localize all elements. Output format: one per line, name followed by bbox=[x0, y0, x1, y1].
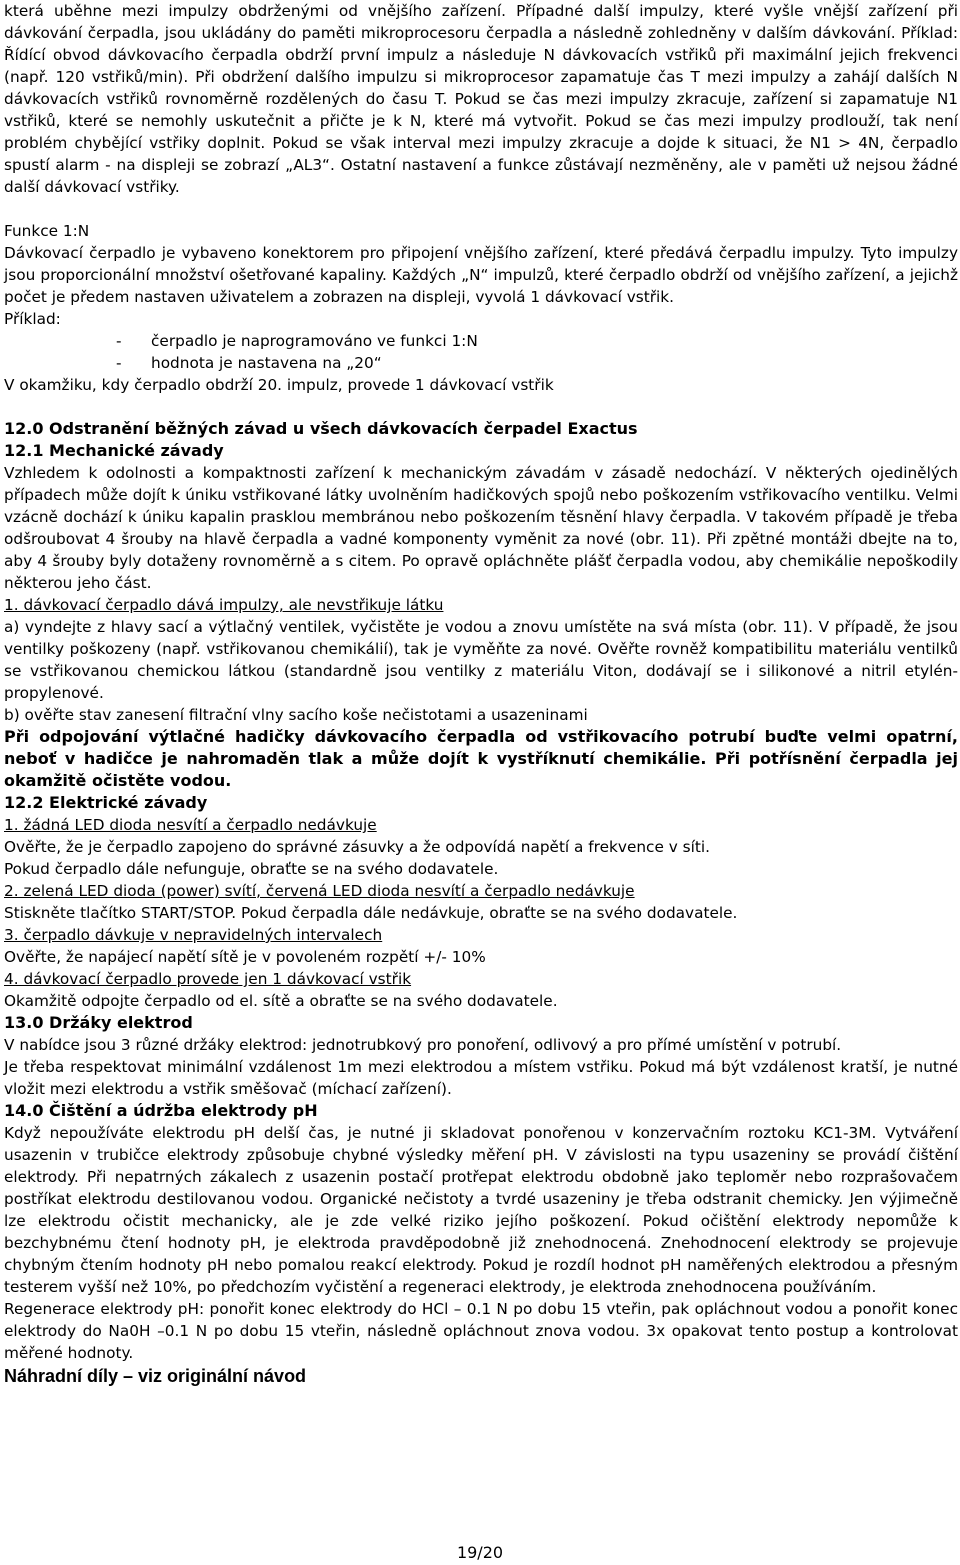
electric-fault-4-title: 4. dávkovací čerpadlo provede jen 1 dávkovací vstřik bbox=[4, 970, 412, 988]
section-14-heading: 14.0 Čištění a údržba elektrody pH bbox=[4, 1101, 318, 1120]
page-number: 19/20 bbox=[456, 1543, 504, 1562]
electric-fault-3-line: Ověřte, že napájecí napětí sítě je v povoleném rozpětí +/- 10% bbox=[4, 948, 486, 966]
funkce-conclusion: V okamžiku, kdy čerpadlo obdrží 20. impulz, provede 1 dávkovací vstřik bbox=[4, 376, 554, 394]
fault-1-title: 1. dávkovací čerpadlo dává impulzy, ale nevstřikuje látku bbox=[4, 596, 444, 614]
section-12-1-heading: 12.1 Mechanické závady bbox=[4, 441, 224, 460]
list-item: - hodnota je nastavena na „20“ bbox=[116, 354, 382, 372]
section-14-regeneration: Regenerace elektrody pH: ponořit konec elektrody do HCl – 0.1 N po dobu 15 vteřin, pak opláchnout vodou a ponořit konec elektrody do Na0H –0.1 N po dobu 15 vteřin, následně opláchnout znova vodou. 3x opakovat tento postup a kontrolovat měřené hodnoty. bbox=[4, 1300, 958, 1362]
electric-fault-4-line: Okamžitě odpojte čerpadlo od el. sítě a obraťte se na svého dodavatele. bbox=[4, 992, 558, 1010]
spare-parts-note: Náhradní díly – viz originální návod bbox=[4, 1366, 307, 1386]
section-14-body: Když nepoužíváte elektrodu pH delší čas, je nutné ji skladovat ponořenou v konzervačním roztoku KC1-3M. Vytváření usazenin v trubičce elektrody způsobuje chybné výsledky měření pH. V závislosti na typu usazeniny se provádí čištění elektrody. Při nepatrných zákalech z usazenin postačí protřepat elektrodu obdobně jako teploměr nebo rozprašovačem postříkat elektrodu destilovanou vodou. Organické nečistoty a tvrdé usazeniny je třeba odstranit chemicky. Jen výjimečně lze elektrodu očistit mechanicky, ale je zde velké riziko jejího poškození. Pokud očištění elektrody nepomůže k bezchybnému čtení hodnoty pH, je elektroda pravděpodobně již znehodnocená. Znehodnocení elektrody se projevuje chybným čtením hodnoty pH nebo pomalou reakcí elektrody. Pokud je rozdíl hodnot pH naměřených elektrodou a přesným testerem vyšší než 10%, po předchozím vyčistění a regeneraci elektrody, je elektroda znehodnocena používáním. bbox=[4, 1124, 958, 1296]
section-12-heading: 12.0 Odstranění běžných závad u všech dávkovacích čerpadel Exactus bbox=[4, 419, 638, 438]
fault-1-step-a: a) vyndejte z hlavy sací a výtlačný ventilek, vyčistěte je vodou a znovu umístěte na svá místa (obr. 11). V případě, že jsou ventilky poškozeny (např. vstřikovanou chemikálií), tak je vyměňte za nové. Ověřte rovněž kompatibilitu materiálu ventilků se vstřikovanou chemickou látkou (standardně jsou ventilky z materiálu Viton, dodávají se i silikonové a nitril etylén-propylenové. bbox=[4, 618, 958, 702]
electric-fault-1-line: Ověřte, že je čerpadlo zapojeno do správné zásuvky a že odpovídá napětí a frekvence v síti. bbox=[4, 838, 710, 856]
list-item: - čerpadlo je naprogramováno ve funkci 1:N bbox=[116, 332, 478, 350]
warning-text: Při odpojování výtlačné hadičky dávkovacího čerpadla od vstřikovacího potrubí buďte velmi opatrní, neboť v hadičce je nahromaděn tlak a může dojít k vystříknutí chemikálie. Při potřísnění čerpadla jej okamžitě očistěte vodou. bbox=[4, 727, 958, 790]
electric-fault-1-line: Pokud čerpadlo dále nefunguje, obraťte se na svého dodavatele. bbox=[4, 860, 499, 878]
fault-1-step-b: b) ověřte stav zanesení filtrační vlny sacího koše nečistotami a usazeninami bbox=[4, 706, 588, 724]
section-13-line-2: Je třeba respektovat minimální vzdálenost 1m mezi elektrodou a místem vstřiku. Pokud má být vzdálenost kratší, je nutné vložit mezi elektrodu a vstřik směšovač (míchací zařízení). bbox=[4, 1058, 958, 1098]
intro-paragraph: která uběhne mezi impulzy obdrženými od vnějšího zařízení. Případné další impulzy, které vyšle vnější zařízení při dávkování čerpadla, jsou ukládány do paměti mikroprocesoru čerpadla a následně zohledněny v dalším dávkování. Příklad: Řídící obvod dávkovacího čerpadla obdrží první impulz a následuje N dávkovacích vstřiků při maximální jejich frekvenci (např. 120 vstřiků/min). Při obdržení dalšího impulzu si mikroprocesor zapamatuje čas T mezi impulzy a zahájí dalších N dávkovacích vstřiků rovnoměrně rozdělených do času T. Pokud se čas mezi impulzy zkracuje, zařízení si zapamatuje N1 vstřiků, které se nemohly uskutečnit a přičte je k N, které má vytvořit. Pokud se čas mezi impulzy prodlouží, tak není problém chybějící vstřiky doplnit. Pokud se však interval mezi impulzy zkracuje a dojde k situaci, že N1 > 4N, čerpadlo spustí alarm - na displeji se zobrazí „AL3“. Ostatní nastavení a funkce zůstávají nezměněny, ale v paměti už nejsou žádné další dávkovací vstřiky. bbox=[4, 2, 958, 196]
electric-fault-2-line: Stiskněte tlačítko START/STOP. Pokud čerpadla dále nedávkuje, obraťte se na svého dodavatele. bbox=[4, 904, 738, 922]
section-13-line-1: V nabídce jsou 3 různé držáky elektrod: jednotrubkový pro ponoření, odlivový a pro přímé umístění v potrubí. bbox=[4, 1036, 842, 1054]
funkce-example-label: Příklad: bbox=[4, 310, 61, 328]
funkce-body: Dávkovací čerpadlo je vybaveno konektorem pro připojení vnějšího zařízení, které předává čerpadlu impulzy. Tyto impulzy jsou proporcionální množství ošetřované kapaliny. Každých „N“ impulzů, které čerpadlo obdrží od vnějšího zařízení, a jejichž počet je předem nastaven uživatelem a zobrazen na displeji, vyvolá 1 dávkovací vstřik. bbox=[4, 244, 958, 306]
electric-fault-1-title: 1. žádná LED dioda nesvítí a čerpadlo nedávkuje bbox=[4, 816, 377, 834]
document-page bbox=[4, 0, 958, 1388]
electric-fault-3-title: 3. čerpadlo dávkuje v nepravidelných intervalech bbox=[4, 926, 383, 944]
section-12-1-body: Vzhledem k odolnosti a kompaktnosti zařízení k mechanickým závadám v zásadě nedochází. V některých ojedinělých případech může dojít k úniku vstřikované látky uvolněním hadičkových spojů nebo poškozením vstřikovacího ventilku. Velmi vzácně dochází k úniku kapalin prasklou membránou nebo poškozením těsnění hlavy čerpadla. V takovém případě je třeba odšroubovat 4 šrouby na hlavě čerpadla a vadné komponenty vyměnit za nové (obr. 11). Při zpětné montáži dbejte na to, aby 4 šrouby byly dotaženy rovnoměrně a s citem. Po opravě opláchněte plášť čerpadla vodou, aby chemikálie nepoškodily některou jeho část. bbox=[4, 464, 958, 592]
electric-fault-2-title: 2. zelená LED dioda (power) svítí, červená LED dioda nesvítí a čerpadlo nedávkuje bbox=[4, 882, 635, 900]
section-12-2-heading: 12.2 Elektrické závady bbox=[4, 793, 208, 812]
section-13-heading: 13.0 Držáky elektrod bbox=[4, 1013, 193, 1032]
funkce-title: Funkce 1:N bbox=[4, 222, 90, 240]
